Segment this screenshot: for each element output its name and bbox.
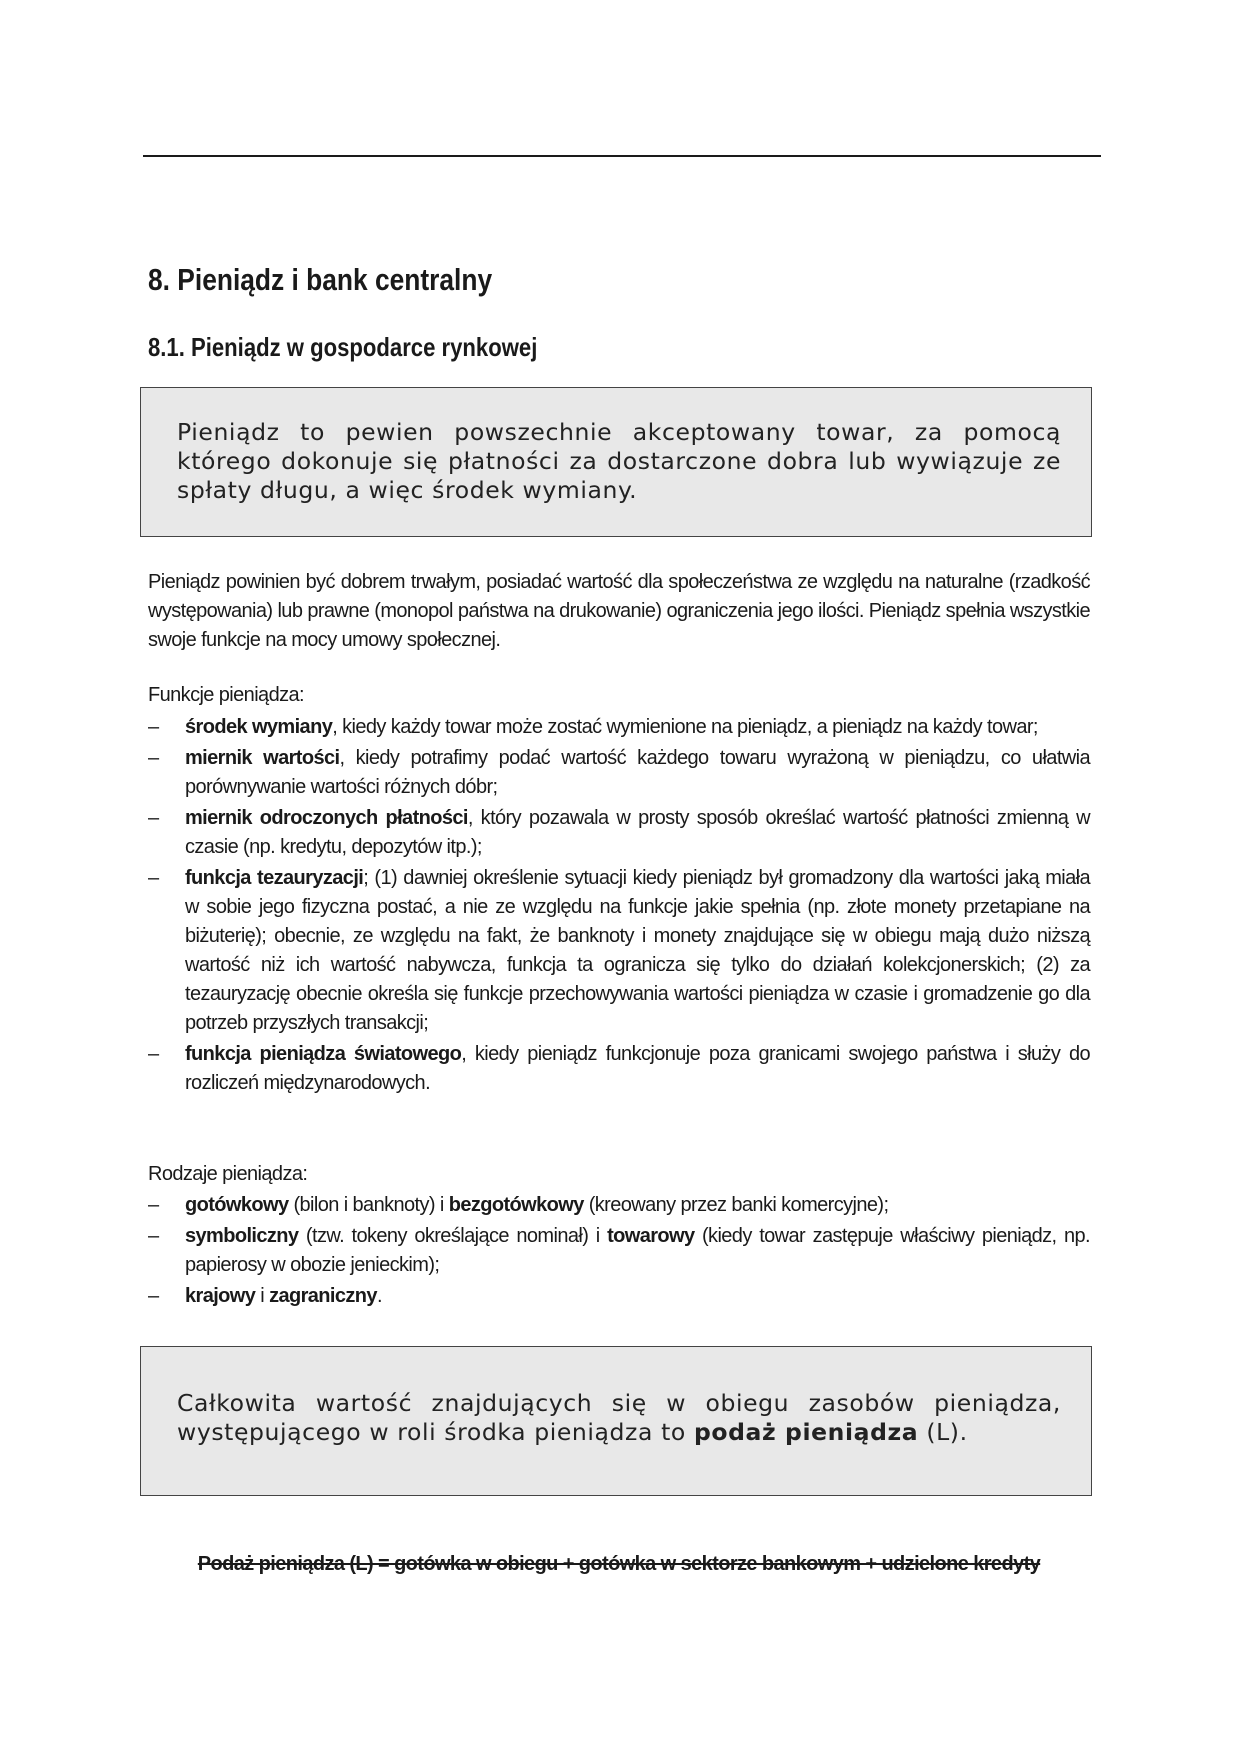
definition-text-money-supply [177, 1389, 1061, 1447]
list-item-text: (bilon i banknoty) i [288, 1194, 449, 1216]
list-item [148, 1282, 1090, 1311]
list-item-text: , kiedy pieniądz funkcjonuje poza granicami swojego państwa i służy do rozliczeń międzynarodowych. [185, 1043, 1090, 1094]
dash-bullet: – [148, 867, 159, 889]
list-item-text: . [376, 1285, 382, 1307]
list-item-text: (kiedy towar zastępuje właściwy pieniądz, np. papierosy w obozie jenieckim); [185, 1225, 1090, 1276]
definition-term: podaż pieniądza [693, 1418, 919, 1446]
list-item-text: , kiedy każdy towar może zostać wymienione na pieniądz, a pieniądz na każdy towar; [332, 716, 1038, 738]
money-supply-formula: Podaż pieniądza (L) = gotówka w obiegu + gotówka w sektorze bankowym + udzielone kredyty [197, 1553, 1041, 1575]
definition-box-money [140, 387, 1092, 537]
chapter-heading: 8. Pieniądz i bank centralny [148, 262, 493, 297]
list-item [148, 1222, 1090, 1280]
section-heading: 8.1. Pieniądz w gospodarce rynkowej [148, 332, 538, 362]
list-item-text: , który pozawala w prosty sposób określać wartość płatności zmienną w czasie (np. kredytu, depozytów itp.); [185, 807, 1090, 858]
definition-text-money: Pieniądz to pewien powszechnie akceptowany towar, za pomocą którego dokonuje się płatności za dostarczone dobra lub wywiązuje ze spłaty długu, a więc środek wymiany. [177, 418, 1061, 504]
dash-bullet: – [148, 1194, 159, 1216]
list-item [148, 864, 1090, 1038]
list-item-term: krajowy [185, 1285, 256, 1307]
list-item-term: symboliczny [185, 1225, 299, 1247]
list-item [148, 804, 1090, 862]
list-item-text: (tzw. tokeny określające nominał) i [298, 1225, 608, 1247]
list-item-text: (kreowany przez banki komercyjne); [583, 1194, 889, 1216]
list-item-term: funkcja tezauryzacji [185, 867, 364, 889]
list-item-term: zagraniczny [269, 1285, 377, 1307]
types-label: Rodzaje pieniądza: [148, 1163, 308, 1185]
list-item-term: miernik odroczonych płatności [185, 807, 468, 829]
list-item-term: gotówkowy [185, 1194, 289, 1216]
dash-bullet: – [148, 1225, 159, 1247]
top-rule [143, 155, 1101, 157]
definition-box-money-supply [140, 1346, 1092, 1496]
list-item-term: środek wymiany [185, 716, 333, 738]
list-item-term: towarowy [607, 1225, 695, 1247]
dash-bullet: – [148, 747, 159, 769]
list-item-term: miernik wartości [185, 747, 340, 769]
functions-label: Funkcje pieniądza: [148, 684, 304, 706]
paragraph-money-properties: Pieniądz powinien być dobrem trwałym, posiadać wartość dla społeczeństwa ze względu na naturalne (rzadkość występowania) lub prawne (monopol państwa na drukowanie) ograniczenia jego ilości. Pieniądz spełnia wszystkie swoje funkcje na mocy umowy społecznej. [148, 571, 1090, 651]
list-item [148, 1040, 1090, 1098]
list-item-text: i [255, 1285, 270, 1307]
definition-text-after: (L). [918, 1418, 968, 1446]
list-item-text: ; (1) dawniej określenie sytuacji kiedy pieniądz był gromadzony dla wartości jaką miała w sobie jego fizyczna postać, a nie ze względu na funkcje jakie spełnia (np. złote monety przetapiane na biżuterię); obecnie, ze względu na fakt, że banknoty i monety znajdujące się w obiegu mają dużo niższą wartość niż ich wartość nabywcza, funkcja ta ogranicza się tylko do działań kolekcjonerskich; (2) za tezauryzację obecnie określa się funkcje przechowywania wartości pieniądza w czasie i gromadzenie go dla potrzeb przyszłych transakcji; [185, 867, 1091, 1034]
types-list [148, 1191, 1090, 1313]
list-item-term: funkcja pieniądza światowego [185, 1043, 462, 1065]
functions-list [148, 713, 1090, 1100]
dash-bullet: – [148, 1043, 159, 1065]
definition-text-before: Całkowita wartość znajdujących się w obiegu zasobów pieniądza, występującego w roli środka pieniądza to [177, 1389, 1061, 1446]
list-item [148, 744, 1090, 802]
list-item-term: bezgotówkowy [448, 1194, 584, 1216]
list-item-text: , kiedy potrafimy podać wartość każdego towaru wyrażoną w pieniądzu, co ułatwia porównywanie wartości różnych dóbr; [185, 747, 1090, 798]
list-item [148, 713, 1090, 742]
dash-bullet: – [148, 807, 159, 829]
dash-bullet: – [148, 1285, 159, 1307]
dash-bullet: – [148, 716, 159, 738]
list-item [148, 1191, 1090, 1220]
